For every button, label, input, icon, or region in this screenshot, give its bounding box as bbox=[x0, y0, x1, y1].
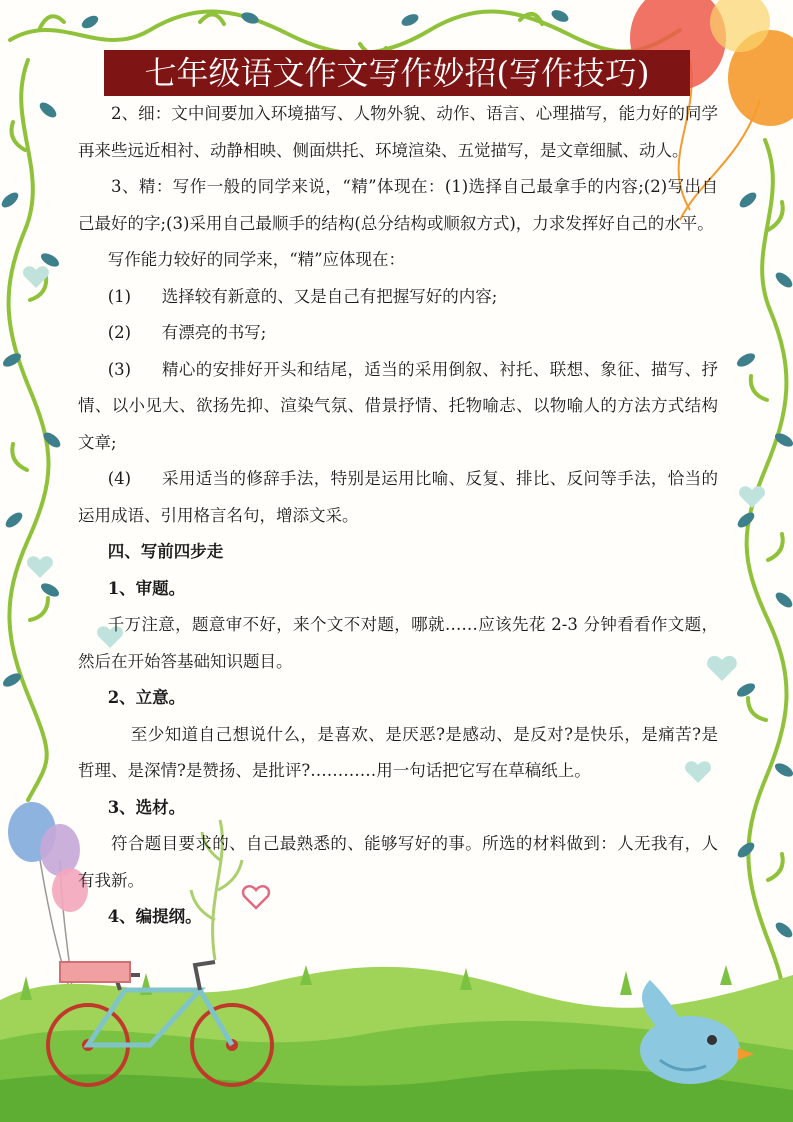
step-text-1: 千万注意，题意审不好，来个文不对题，哪就……应该先花 2-3 分钟看看作文题，然后在开始答基础知识题目。 bbox=[78, 615, 718, 671]
section-heading: 四、写前四步走 bbox=[107, 542, 224, 561]
list-item bbox=[78, 461, 718, 534]
step-heading-3: 3、选材。 bbox=[107, 797, 186, 817]
step-heading-1: 1、审题。 bbox=[107, 578, 186, 598]
top-vine-icon bbox=[10, 11, 680, 54]
list-item-text: 有漂亮的书写; bbox=[161, 323, 267, 342]
right-leaves-icon bbox=[735, 190, 793, 941]
list-item-text: 精心的安排好开头和结尾，适当的采用倒叙、衬托、联想、象征、描写、抒情、以小见大、欲扬先抑、渲染气氛、借景抒情、托物喻志、以物喻人的方法方式结构文章; bbox=[78, 359, 718, 452]
list-item-number: (1) bbox=[107, 286, 132, 306]
paragraph-precision: 3、精：写作一般的同学来说，“精”体现在：(1)选择自己最拿手的内容;(2)写出自己最好的字;(3)采用自己最顺手的结构(总分结构或顺叙方式)，力求发挥好自己的水平。 bbox=[78, 177, 718, 233]
list-item-number: (3) bbox=[107, 359, 132, 379]
list-item bbox=[78, 315, 718, 352]
page-title: 七年级语文作文写作妙招(写作技巧) bbox=[104, 50, 690, 96]
list-item bbox=[78, 352, 718, 462]
list-item-number: (2) bbox=[107, 323, 132, 342]
step-text-2: 至少知道自己想说什么，是喜欢、是厌恶?是感动、是反对?是快乐，是痛苦?是哲理、是深情?是赞扬、是批评?…………用一句话把它写在草稿纸上。 bbox=[78, 724, 718, 780]
step-text-3: 符合题目要求的、自己最熟悉的、能够写好的事。所选的材料做到：人无我有，人有我新。 bbox=[78, 834, 718, 890]
list-item-text: 采用适当的修辞手法，特别是运用比喻、反复、排比、反问等手法，恰当的运用成语、引用格言名句，增添文采。 bbox=[78, 469, 718, 525]
step-heading-4: 4、编提纲。 bbox=[107, 907, 202, 926]
document-body bbox=[78, 96, 718, 936]
list-item-number: (4) bbox=[107, 469, 132, 488]
paragraph-advanced-intro: 写作能力较好的同学来，“精”应体现在： bbox=[107, 250, 406, 269]
left-vine-icon bbox=[9, 60, 49, 800]
list-item bbox=[78, 279, 718, 316]
paragraph-detail: 2、细：文中间要加入环境描写、人物外貌、动作、语言、心理描写，能力好的同学再来些远近相衬、动静相映、侧面烘托、环境渲染、五觉描写，是文章细腻、动人。 bbox=[78, 104, 718, 160]
list-item-text: 选择较有新意的、又是自己有把握写好的内容; bbox=[161, 286, 498, 306]
step-heading-2: 2、立意。 bbox=[107, 688, 186, 707]
